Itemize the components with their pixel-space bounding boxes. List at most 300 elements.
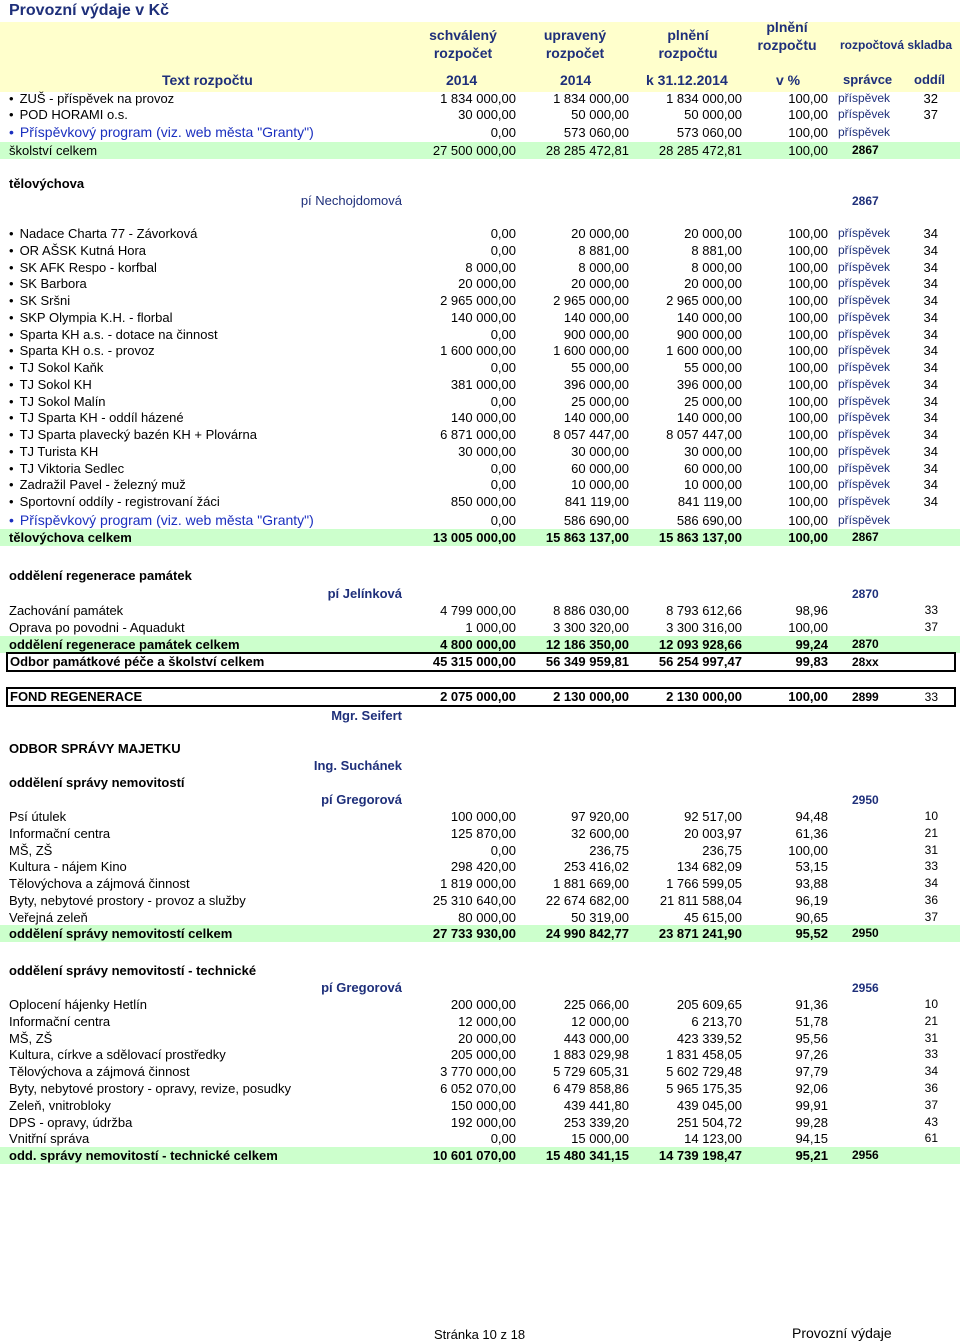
fulfilment-pct: 100,00	[788, 443, 828, 459]
approved-value: 140 000,00	[450, 410, 516, 426]
adjusted-value: 8 057 447,00	[553, 427, 629, 442]
actual-value: 140 000,00	[676, 410, 742, 426]
table-row	[0, 858, 960, 875]
spravce-code: 2867	[852, 530, 879, 544]
row-label: Informační centra	[9, 825, 111, 841]
oddil-cell: 37	[924, 620, 938, 634]
actual-value: 45 615,00	[684, 909, 742, 925]
fulfilment-pct: 100,00	[788, 360, 828, 375]
table-row	[0, 342, 960, 359]
spravce-cell: příspěvek	[838, 427, 891, 441]
table-row	[0, 808, 960, 825]
adjusted-value: 586 690,00	[563, 512, 629, 528]
adjusted-value: 1 881 669,00	[553, 876, 629, 892]
fulfilment-pct: 100,00	[788, 512, 828, 528]
row-label: • TJ Sokol Malín	[9, 393, 106, 410]
page-title: Provozní výdaje v Kč	[9, 2, 170, 19]
table-row	[0, 275, 960, 292]
approved-value: 140 000,00	[450, 309, 516, 325]
actual-value: 423 339,52	[676, 1030, 742, 1046]
fulfilment-pct: 100,00	[788, 842, 828, 858]
spravce-code: 2867	[852, 143, 879, 157]
row-label: MŠ, ZŠ	[9, 842, 53, 858]
row-label: • Nadace Charta 77 - Závorková	[9, 225, 197, 242]
approved-value: 1 000,00	[465, 620, 516, 635]
approved-value: 2 965 000,00	[440, 293, 516, 308]
actual-value: 1 600 000,00	[666, 343, 742, 359]
table-row	[0, 359, 960, 376]
spravce-code: 2899	[852, 690, 879, 704]
adjusted-value: 236,75	[589, 842, 629, 858]
footer-label: Provozní výdaje	[792, 1325, 892, 1341]
adjusted-value: 2 130 000,00	[553, 689, 629, 704]
oddil-cell: 34	[923, 427, 938, 442]
header-year-1: 2014	[446, 72, 478, 88]
fulfilment-pct: 100,00	[788, 620, 828, 635]
actual-value: 23 871 241,90	[658, 926, 742, 941]
table-row	[0, 242, 960, 259]
table-row	[0, 1063, 960, 1080]
oddil-cell: 33	[924, 859, 938, 874]
actual-value: 30 000,00	[684, 443, 742, 459]
spravce-code: 2870	[852, 637, 879, 651]
spravce-cell: příspěvek	[838, 376, 891, 391]
row-label: • TJ Viktoria Sedlec	[9, 460, 124, 477]
oddil-cell: 36	[924, 1081, 938, 1095]
fulfilment-pct: 97,79	[795, 1064, 828, 1080]
table-header	[0, 4, 960, 88]
actual-value: 25 000,00	[684, 393, 742, 409]
fulfilment-pct: 100,00	[788, 91, 828, 106]
approved-value: 25 310 640,00	[432, 893, 516, 908]
oddil-cell: 43	[924, 1114, 938, 1129]
adjusted-value: 10 000,00	[571, 477, 629, 493]
fulfilment-pct: 100,00	[788, 343, 828, 359]
header-spravce: správce	[843, 72, 893, 87]
approved-value: 12 000,00	[458, 1013, 516, 1029]
approved-value: 0,00	[490, 360, 516, 375]
fulfilment-pct: 95,21	[795, 1148, 828, 1163]
row-label: • TJ Sparta plavecký bazén KH + Plovárna	[9, 426, 257, 443]
table-row	[0, 619, 960, 636]
spravce-cell: příspěvek	[838, 242, 891, 257]
table-row	[0, 259, 960, 276]
approved-value: 1 819 000,00	[440, 876, 516, 892]
header-plneni-pct: plnění rozpočtu	[757, 19, 817, 53]
oddil-cell: 61	[924, 1131, 938, 1146]
fulfilment-pct: 100,00	[788, 477, 828, 493]
fulfilment-pct: 96,19	[795, 893, 828, 908]
spravce-cell: příspěvek	[838, 477, 891, 492]
fulfilment-pct: 99,24	[795, 637, 828, 652]
table-row	[0, 124, 960, 141]
actual-value: 21 811 588,04	[659, 893, 742, 908]
table-row	[0, 825, 960, 842]
row-label: DPS - opravy, údržba	[9, 1114, 133, 1130]
fulfilment-pct: 100,00	[788, 309, 828, 325]
actual-value: 50 000,00	[684, 107, 742, 122]
oddil-cell: 31	[924, 842, 938, 857]
adjusted-value: 1 600 000,00	[553, 343, 629, 359]
fulfilment-pct: 98,96	[795, 603, 828, 618]
adjusted-value: 97 920,00	[571, 809, 629, 824]
fulfilment-pct: 100,00	[788, 393, 828, 409]
person-telovychova: pí Nechojdomová	[300, 193, 402, 208]
fond-regenerace-row	[6, 687, 956, 707]
approved-value: 205 000,00	[450, 1047, 516, 1063]
adjusted-value: 573 060,00	[563, 125, 629, 140]
actual-value: 56 254 997,47	[658, 654, 742, 669]
actual-value: 251 504,72	[676, 1114, 742, 1130]
fulfilment-pct: 100,00	[788, 326, 828, 342]
technicke-total-row	[0, 1147, 960, 1164]
header-text-rozpoctu: Text rozpočtu	[162, 72, 253, 88]
fulfilment-pct: 95,52	[795, 926, 828, 941]
approved-value: 1 834 000,00	[440, 91, 516, 106]
table-row	[0, 1130, 960, 1147]
actual-value: 900 000,00	[676, 326, 742, 342]
actual-value: 20 000,00	[684, 276, 742, 292]
row-label: tělovýchova celkem	[9, 530, 132, 545]
approved-value: 0,00	[490, 242, 516, 258]
adjusted-value: 12 186 350,00	[545, 637, 629, 652]
spravce-code: 2956	[852, 1148, 879, 1162]
approved-value: 8 000,00	[465, 259, 516, 275]
oddil-cell: 34	[924, 876, 938, 891]
approved-value: 125 870,00	[450, 825, 516, 841]
approved-value: 13 005 000,00	[432, 530, 516, 545]
approved-value: 0,00	[490, 226, 516, 241]
spravce-cell: příspěvek	[838, 125, 891, 139]
oddil-cell: 33	[924, 603, 938, 617]
adjusted-value: 396 000,00	[563, 376, 629, 392]
fulfilment-pct: 91,36	[795, 997, 828, 1012]
adjusted-value: 50 000,00	[571, 107, 629, 122]
adjusted-value: 24 990 842,77	[545, 926, 629, 941]
fulfilment-pct: 100,00	[788, 427, 828, 442]
header-upraveny: upravený rozpočet	[543, 27, 607, 61]
adjusted-value: 15 000,00	[571, 1131, 629, 1147]
section-title-technicke: oddělení správy nemovitostí - technické	[9, 963, 257, 978]
row-label: • ZUŠ - příspěvek na provoz	[9, 90, 174, 107]
approved-value: 27 733 930,00	[432, 926, 516, 941]
table-row	[0, 1080, 960, 1097]
actual-value: 14 123,00	[684, 1131, 742, 1147]
approved-value: 0,00	[490, 842, 516, 858]
approved-value: 381 000,00	[450, 376, 516, 392]
table-row	[0, 106, 960, 123]
adjusted-value: 15 480 341,15	[545, 1148, 629, 1163]
adjusted-value: 5 729 605,31	[553, 1064, 629, 1080]
oddil-cell: 34	[923, 477, 938, 493]
row-label: • Sparta KH a.s. - dotace na činnost	[9, 326, 218, 343]
spravce-cell: příspěvek	[838, 360, 891, 374]
actual-value: 1 831 458,05	[666, 1047, 742, 1063]
approved-value: 298 420,00	[450, 859, 516, 875]
table-row	[0, 309, 960, 326]
approved-value: 2 075 000,00	[440, 689, 516, 704]
approved-value: 0,00	[490, 1131, 516, 1147]
spravce-cell: příspěvek	[838, 276, 891, 291]
spravce-code: 2950	[852, 926, 879, 940]
actual-value: 396 000,00	[676, 376, 742, 392]
adjusted-value: 22 674 682,00	[545, 893, 629, 908]
fulfilment-pct: 53,15	[795, 859, 828, 875]
section-title-telovychova: tělovýchova	[9, 176, 85, 191]
oddil-cell: 34	[924, 1064, 938, 1079]
adjusted-value: 443 000,00	[563, 1030, 629, 1046]
adjusted-value: 30 000,00	[571, 443, 629, 459]
fulfilment-pct: 100,00	[788, 125, 828, 140]
oddil-cell: 34	[923, 259, 938, 275]
regenerace-total-row	[0, 636, 960, 653]
actual-value: 573 060,00	[676, 125, 742, 140]
spravce-cell: příspěvek	[838, 343, 891, 358]
row-label: • TJ Sokol KH	[9, 376, 92, 393]
fulfilment-pct: 100,00	[788, 226, 828, 241]
actual-value: 14 739 198,47	[658, 1148, 742, 1163]
row-label: Kultura - nájem Kino	[9, 859, 127, 875]
row-label: • TJ Sokol Kaňk	[9, 359, 103, 376]
approved-value: 20 000,00	[458, 276, 516, 292]
actual-value: 586 690,00	[676, 512, 742, 528]
actual-value: 2 130 000,00	[666, 689, 742, 704]
table-row	[0, 909, 960, 926]
table-row	[0, 512, 960, 529]
adjusted-value: 225 066,00	[563, 997, 629, 1012]
row-label: • Zadražil Pavel - železný muž	[9, 476, 186, 493]
row-label: MŠ, ZŠ	[9, 1030, 53, 1046]
table-row	[0, 602, 960, 619]
adjusted-value: 6 479 858,86	[553, 1081, 629, 1096]
spravce-cell: příspěvek	[838, 91, 891, 105]
actual-value: 134 682,09	[676, 859, 742, 875]
code-nemovitosti: 2950	[852, 793, 879, 807]
approved-value: 0,00	[490, 326, 516, 342]
approved-value: 4 800 000,00	[440, 637, 516, 652]
row-label: • SK Sršni	[9, 292, 70, 309]
header-skladba: rozpočtová skladba	[839, 38, 953, 52]
oddil-cell: 34	[923, 410, 938, 426]
oddil-cell: 21	[924, 825, 938, 840]
row-label: • TJ Turista KH	[9, 443, 98, 460]
row-label: • OR AŠSK Kutná Hora	[9, 242, 146, 259]
adjusted-value: 3 300 320,00	[553, 620, 629, 635]
code-regenerace: 2870	[852, 587, 879, 601]
oddil-cell: 34	[923, 443, 938, 459]
fulfilment-pct: 94,48	[795, 809, 828, 824]
fulfilment-pct: 99,91	[795, 1097, 828, 1113]
adjusted-value: 60 000,00	[571, 460, 629, 476]
person-technicke: pí Gregorová	[321, 980, 402, 995]
code-technicke: 2956	[852, 981, 879, 995]
odbor-total-row	[6, 652, 956, 672]
actual-value: 2 965 000,00	[666, 293, 742, 308]
actual-value: 15 863 137,00	[658, 530, 742, 545]
actual-value: 92 517,00	[684, 809, 742, 824]
actual-value: 5 965 175,35	[666, 1081, 742, 1096]
approved-value: 1 600 000,00	[440, 343, 516, 359]
fulfilment-pct: 95,56	[795, 1030, 828, 1046]
row-label: Informační centra	[9, 1013, 111, 1029]
adjusted-value: 900 000,00	[563, 326, 629, 342]
section-title-nemovitosti: oddělení správy nemovitostí	[9, 775, 185, 790]
approved-value: 45 315 000,00	[432, 654, 516, 669]
table-row	[0, 996, 960, 1013]
approved-value: 80 000,00	[458, 909, 516, 925]
spravce-cell: příspěvek	[838, 393, 891, 408]
row-label: Zachování památek	[9, 603, 124, 618]
actual-value: 8 793 612,66	[666, 603, 742, 618]
oddil-cell: 34	[923, 393, 938, 409]
table-row	[0, 875, 960, 892]
approved-value: 0,00	[490, 125, 516, 140]
table-row	[0, 476, 960, 493]
adjusted-value: 8 886 030,00	[553, 603, 629, 618]
telovychova-total-row	[0, 529, 960, 546]
header-k-date: k 31.12.2014	[646, 72, 728, 88]
row-label: Byty, nebytové prostory - provoz a služby	[9, 893, 246, 908]
table-row	[0, 225, 960, 242]
header-schvaleny: schválený rozpočet	[429, 27, 497, 61]
approved-value: 0,00	[490, 512, 516, 528]
approved-value: 0,00	[490, 477, 516, 493]
table-row	[0, 90, 960, 107]
approved-value: 20 000,00	[458, 1030, 516, 1046]
approved-value: 10 601 070,00	[432, 1148, 516, 1163]
adjusted-value: 1 834 000,00	[553, 91, 629, 106]
table-row	[0, 1030, 960, 1047]
actual-value: 5 602 729,48	[666, 1064, 742, 1080]
table-row	[0, 1114, 960, 1131]
table-row	[0, 409, 960, 426]
adjusted-value: 140 000,00	[563, 410, 629, 426]
oddil-cell: 32	[923, 91, 938, 106]
approved-value: 100 000,00	[450, 809, 516, 824]
row-label: Oplocení hájenky Hetlín	[9, 997, 148, 1012]
fulfilment-pct: 100,00	[788, 259, 828, 275]
actual-value: 1 766 599,05	[666, 876, 742, 892]
table-row	[0, 842, 960, 859]
oddil-cell: 37	[924, 1097, 938, 1112]
row-label: • TJ Sparta KH - oddíl házené	[9, 409, 184, 426]
row-label[interactable]: • Příspěvkový program (viz. web města "Granty")	[9, 124, 314, 141]
nemovitosti-total-row	[0, 925, 960, 942]
row-label[interactable]: • Příspěvkový program (viz. web města "Granty")	[9, 512, 314, 529]
spravce-cell: příspěvek	[838, 293, 891, 307]
approved-value: 200 000,00	[450, 997, 516, 1012]
oddil-cell: 21	[924, 1013, 938, 1028]
row-label: Psí útulek	[9, 809, 67, 824]
actual-value: 55 000,00	[684, 360, 742, 375]
page-number: Stránka 10 z 18	[434, 1327, 526, 1342]
row-label: Veřejná zeleň	[9, 909, 88, 925]
actual-value: 3 300 316,00	[666, 620, 742, 635]
actual-value: 439 045,00	[676, 1097, 742, 1113]
oddil-cell: 34	[923, 293, 938, 308]
row-label: • SKP Olympia K.H. - florbal	[9, 309, 172, 326]
row-label: Zeleň, vnitrobloky	[9, 1097, 111, 1113]
actual-value: 841 119,00	[677, 494, 742, 509]
row-label: oddělení regenerace památek celkem	[9, 637, 240, 652]
row-label: Kultura, církve a sdělovací prostředky	[9, 1047, 226, 1063]
table-row	[0, 426, 960, 443]
fulfilment-pct: 100,00	[788, 143, 828, 158]
adjusted-value: 140 000,00	[563, 309, 629, 325]
table-row	[0, 443, 960, 460]
adjusted-value: 2 965 000,00	[553, 293, 629, 308]
adjusted-value: 12 000,00	[571, 1013, 629, 1029]
oddil-cell: 10	[924, 809, 938, 823]
oddil-cell: 33	[924, 690, 938, 704]
spravce-cell: příspěvek	[838, 410, 891, 425]
fulfilment-pct: 51,78	[795, 1013, 828, 1029]
row-label: odd. správy nemovitostí - technické celkem	[9, 1148, 278, 1163]
fulfilment-pct: 100,00	[788, 376, 828, 392]
fulfilment-pct: 99,28	[795, 1114, 828, 1130]
skolstvi-total-row	[0, 142, 960, 159]
adjusted-value: 15 863 137,00	[545, 530, 629, 545]
adjusted-value: 25 000,00	[571, 393, 629, 409]
header-year-2: 2014	[560, 72, 592, 88]
table-row	[0, 376, 960, 393]
adjusted-value: 28 285 472,81	[545, 143, 629, 158]
oddil-cell: 31	[924, 1030, 938, 1045]
fulfilment-pct: 99,83	[795, 654, 828, 669]
row-label: • SK Barbora	[9, 275, 87, 292]
oddil-cell: 34	[923, 276, 938, 292]
table-row	[0, 1013, 960, 1030]
fulfilment-pct: 100,00	[788, 410, 828, 426]
adjusted-value: 20 000,00	[571, 226, 629, 241]
person-fond: Mgr. Seifert	[331, 708, 402, 723]
code-telovychova: 2867	[852, 194, 879, 208]
fulfilment-pct: 90,65	[795, 909, 828, 925]
approved-value: 4 799 000,00	[440, 603, 516, 618]
spravce-cell: příspěvek	[838, 226, 891, 240]
row-label: • Sparta KH o.s. - provoz	[9, 342, 155, 359]
row-label: FOND REGENERACE	[10, 689, 143, 704]
fulfilment-pct: 100,00	[788, 689, 828, 704]
spravce-cell: příspěvek	[838, 512, 891, 527]
oddil-cell: 34	[923, 460, 938, 476]
approved-value: 192 000,00	[450, 1114, 516, 1130]
row-label: • SK AFK Respo - korfbal	[9, 259, 157, 276]
actual-value: 8 881,00	[691, 242, 742, 258]
fulfilment-pct: 97,26	[795, 1047, 828, 1063]
table-row	[0, 1097, 960, 1114]
fulfilment-pct: 92,06	[795, 1081, 828, 1096]
oddil-cell: 34	[923, 242, 938, 258]
fulfilment-pct: 93,88	[795, 876, 828, 892]
oddil-cell: 34	[923, 326, 938, 342]
table-row	[0, 892, 960, 909]
adjusted-value: 841 119,00	[564, 494, 629, 509]
row-label: Oprava po povodni - Aquadukt	[9, 620, 185, 635]
fulfilment-pct: 61,36	[795, 825, 828, 841]
adjusted-value: 253 416,02	[563, 859, 629, 875]
oddil-cell: 34	[923, 343, 938, 359]
row-label: Byty, nebytové prostory - opravy, revize, posudky	[9, 1081, 292, 1096]
row-label: Odbor památkové péče a školství celkem	[10, 654, 265, 669]
fulfilment-pct: 100,00	[788, 460, 828, 476]
fulfilment-pct: 100,00	[788, 107, 828, 122]
row-label: školství celkem	[9, 143, 98, 158]
adjusted-value: 439 441,80	[563, 1097, 629, 1113]
person-majetek: Ing. Suchánek	[313, 758, 402, 773]
actual-value: 205 609,65	[676, 997, 742, 1012]
header-oddil: oddíl	[914, 72, 946, 87]
